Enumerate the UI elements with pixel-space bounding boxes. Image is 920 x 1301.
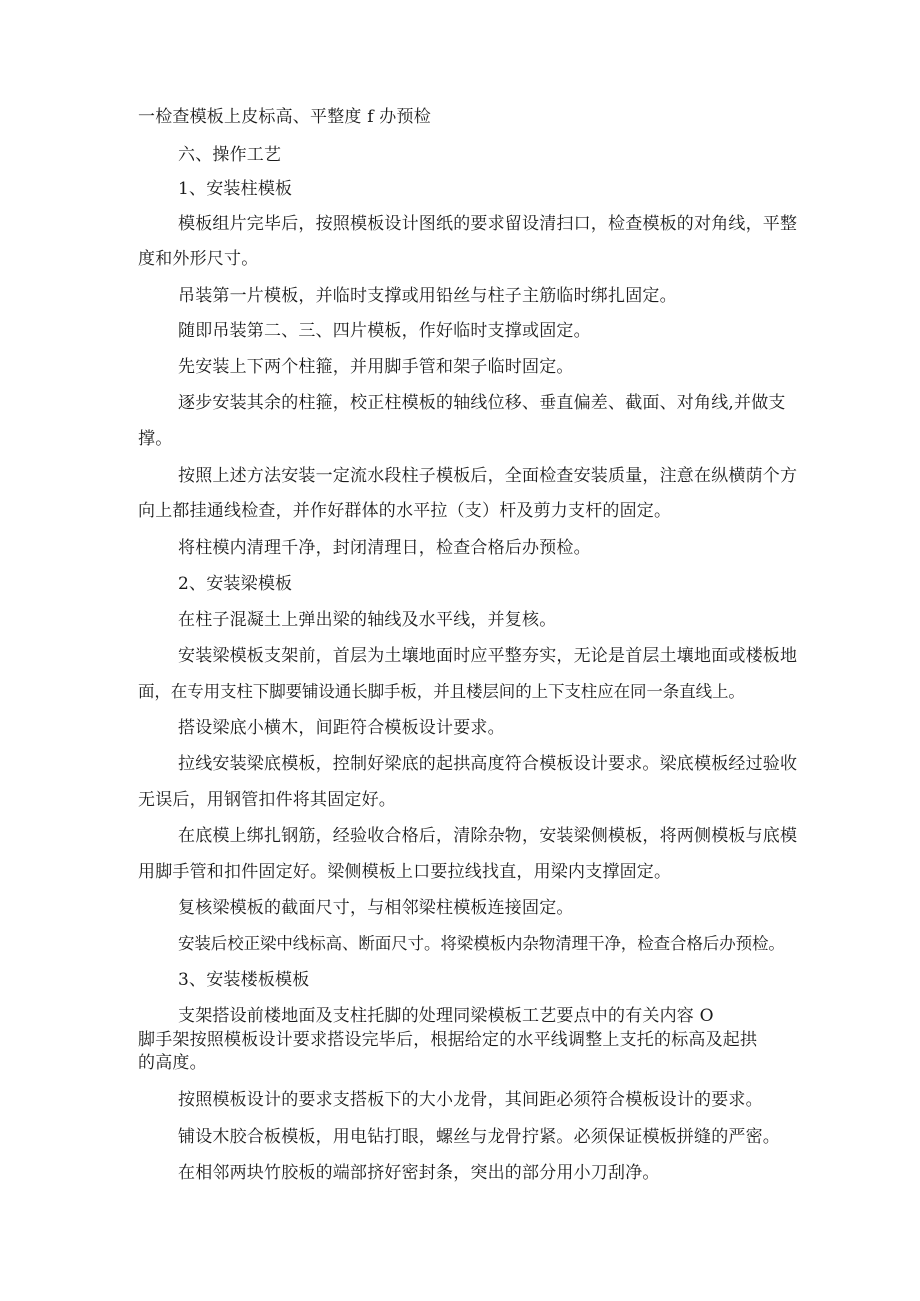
paragraph-line: 复核梁模板的截面尺寸，与相邻梁柱模板连接固定。 xyxy=(178,898,574,918)
paragraph-line: 拉线安装梁底模板，控制好梁底的起拱高度符合模板设计要求。梁底模板经过验收 xyxy=(178,754,798,774)
section-heading: 六、操作工艺 xyxy=(178,145,282,165)
paragraph-line: 模板组片完毕后，按照模板设计图纸的要求留设清扫口，检查模板的对角线，平整 xyxy=(178,214,798,234)
subsection-heading: 3、安装楼板模板 xyxy=(178,970,310,990)
paragraph-line: 脚手架按照模板设计要求搭设完毕后，根据给定的水平线调整上支托的标高及起拱 xyxy=(138,1030,758,1050)
paragraph-line: 随即吊装第二、三、四片模板，作好临时支撑或固定。 xyxy=(178,321,591,341)
paragraph-line: 在底模上绑扎钢筋，经验收合格后，清除杂物，安装梁侧模板，将两侧模板与底模 xyxy=(178,826,798,846)
paragraph-line: 在柱子混凝土上弹出梁的轴线及水平线，并复核。 xyxy=(178,610,557,630)
subsection-heading: 2、安装梁模板 xyxy=(178,574,293,594)
paragraph-line: 将柱模内清理千净，封闭清理日，检查合格后办预检。 xyxy=(178,538,591,558)
subsection-heading: 1、安装柱模板 xyxy=(178,179,293,199)
paragraph-line: 按照上述方法安装一定流水段柱子模板后，全面检查安装质量，注意在纵横荫个方 xyxy=(178,466,798,486)
paragraph-line: 无误后，用钢管扣件将其固定好。 xyxy=(138,790,396,810)
paragraph-line: 面，在专用支柱下脚要铺设通长脚手板，并且楼层间的上下支柱应在同一条直线上。 xyxy=(138,682,745,701)
paragraph-line: 逐步安装其余的柱箍，校正柱模板的轴线位移、垂直偏差、截面、对角线,并做支 xyxy=(178,393,786,413)
paragraph-line: 搭设梁底小横木，间距符合模板设计要求。 xyxy=(178,718,505,738)
paragraph-line: 度和外形尺寸。 xyxy=(138,249,259,269)
paragraph-line: 安装后校正梁中线标高、断面尺寸。将梁模板内杂物清理干净，检查合格后办预检。 xyxy=(178,934,785,953)
paragraph-line: 的高度。 xyxy=(138,1053,207,1073)
paragraph-line: 铺设木胶合板模板，用电钻打眼，螺丝与龙骨拧紧。必须保证模板拼缝的严密。 xyxy=(178,1127,780,1147)
text-line: 一检查模板上皮标高、平整度 f 办预检 xyxy=(138,107,431,127)
paragraph-line: 安装梁模板支架前，首层为土壤地面时应平整夯实，无论是首层土壤地面或楼板地 xyxy=(178,646,798,666)
paragraph-line: 先安装上下两个柱箍，并用脚手管和架子临时固定。 xyxy=(178,357,574,377)
paragraph-line: 吊装第一片模板，并临时支撑或用铅丝与柱子主筋临时绑扎固定。 xyxy=(178,286,677,306)
paragraph-line: 用脚手管和扣件固定好。梁侧模板上口要拉线找直，用梁内支撑固定。 xyxy=(138,862,672,882)
paragraph-line: 向上都挂通线检查，并作好群体的水平拉（支）杆及剪力支杆的固定。 xyxy=(138,501,672,521)
paragraph-line: 撑。 xyxy=(138,429,173,449)
paragraph-line: 支架搭设前楼地面及支柱托脚的处理同梁模板工艺要点中的有关内容 O xyxy=(178,1006,714,1026)
paragraph-line: 在相邻两块竹胶板的端部挤好密封条，突出的部分用小刀刮净。 xyxy=(178,1163,660,1183)
paragraph-line: 按照模板设计的要求支搭板下的大小龙骨，其间距必须符合模板设计的要求。 xyxy=(178,1090,763,1110)
